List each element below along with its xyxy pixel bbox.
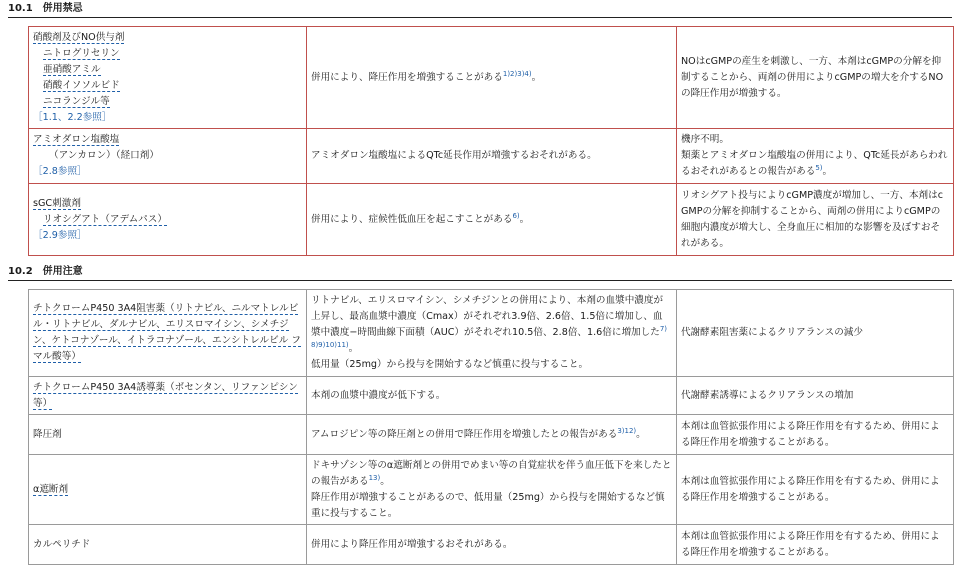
drug-name-link[interactable]: ニコランジル等 [43, 95, 110, 107]
drug-name-link[interactable]: チトクロームP450 3A4誘導薬（ボセンタン、リファンピシン等） [33, 381, 298, 409]
table-row [29, 415, 954, 455]
section-title-text: 10.1 併用禁忌 [8, 3, 83, 14]
section-title-contraindicated [8, 2, 952, 18]
drug-cell [29, 129, 307, 184]
mechanism-text: 代謝酵素誘導によるクリアランスの増加 [681, 389, 854, 401]
table-row [29, 184, 954, 256]
citation-link[interactable]: 1)2)3)4) [502, 69, 532, 78]
mechanism-cell [677, 27, 954, 129]
mechanism-cell [677, 129, 954, 184]
drug-brand-text: （アンカロン）（経口剤） [49, 150, 159, 161]
drug-name-text: 降圧剤 [33, 428, 62, 440]
drug-cell [29, 415, 307, 455]
symptom-note: 降圧作用が増強することがあるので、低用量（25mg）から投与を開始するなど慎重に投与すること。 [311, 491, 665, 519]
table-row [29, 27, 954, 129]
symptom-note: 低用量（25mg）から投与を開始するなど慎重に投与すること。 [311, 359, 589, 370]
symptom-text: アムロジピン等の降圧剤との併用で降圧作用を増強したとの報告がある [311, 428, 618, 440]
mechanism-cell [677, 525, 954, 565]
mechanism-text: 本剤は血管拡張作用による降圧作用を有するため、併用による降圧作用を増強することがある。 [681, 475, 940, 503]
symptom-cell [307, 415, 677, 455]
mechanism-text: 代謝酵素阻害薬によるクリアランスの減少 [681, 327, 863, 338]
symptom-cell [307, 455, 677, 525]
drug-cell [29, 377, 307, 415]
mechanism-text: 類薬とアミオダロン塩酸塩の併用により、QTc延長があらわれるおそれがあるとの報告がある [681, 150, 948, 177]
table-row [29, 525, 954, 565]
drug-cell [29, 184, 307, 256]
symptom-text: 本剤の血漿中濃度が低下する。 [311, 389, 446, 401]
symptom-end: 。 [636, 428, 646, 440]
reference-link[interactable]: ［2.9参照］ [33, 229, 87, 241]
symptom-text: 併用により、降圧作用を増強することがある [311, 71, 503, 83]
mechanism-cell [677, 290, 954, 377]
citation-link[interactable]: 6) [512, 211, 520, 220]
drug-name-link[interactable]: 亜硝酸アミル [43, 63, 101, 75]
mechanism-cell [677, 415, 954, 455]
drug-name-link[interactable]: 硝酸イソソルビド [43, 79, 120, 91]
symptom-text: ドキサゾシン等のα遮断剤との併用でめまい等の自覚症状を伴う血圧低下を来したとの報告がある [311, 459, 672, 487]
symptom-cell [307, 290, 677, 377]
table-row [29, 455, 954, 525]
table-row [29, 290, 954, 377]
drug-name-link[interactable]: sGC刺激剤 [33, 197, 81, 209]
symptom-text: 併用により降圧作用が増強するおそれがある。 [311, 538, 513, 550]
section-title-text: 10.2 併用注意 [8, 266, 83, 277]
mechanism-text: 本剤は血管拡張作用による降圧作用を有するため、併用による降圧作用を増強することがある。 [681, 530, 940, 558]
drug-cell [29, 455, 307, 525]
drug-name-text: カルペリチド [33, 538, 91, 550]
drug-cell [29, 525, 307, 565]
drug-name-link[interactable]: ニトログリセリン [43, 47, 120, 59]
drug-name-link[interactable]: アミオダロン塩酸塩 [33, 134, 120, 145]
drug-name-link[interactable]: 硝酸剤及びNO供与剤 [33, 31, 125, 43]
symptom-cell [307, 377, 677, 415]
drug-name-link[interactable]: チトクロームP450 3A4阻害薬（リトナビル、ニルマトレルビル・リトナビル、ダルナビル、エリスロマイシン、シメチジン、ケトコナゾール、イトラコナゾール、エンシトレルビル フマル酸等） [33, 303, 301, 362]
mechanism-cell [677, 184, 954, 256]
citation-link[interactable]: 3)12) [617, 426, 637, 435]
symptom-end: 。 [519, 213, 530, 225]
drug-name-link[interactable]: α遮断剤 [33, 483, 69, 495]
symptom-end: 。 [531, 71, 542, 83]
contraindication-table [28, 26, 954, 256]
mechanism-text: リオシグアト投与によりcGMP濃度が増加し、一方、本剤はcGMPの分解を抑制することから、両剤の併用によりcGMPの細胞内濃度が増大し、全身血圧に相加的な影響を及ぼすおそれがある。 [681, 189, 944, 249]
citation-link[interactable]: 7)8)9)10)11) [311, 324, 668, 349]
symptom-end: 。 [380, 475, 390, 487]
mechanism-cell [677, 377, 954, 415]
mechanism-text: NOはcGMPの産生を刺激し、一方、本剤はcGMPの分解を抑制することから、両剤の併用によりcGMPの増大を介するNOの降圧作用が増強する。 [681, 55, 944, 99]
table-row [29, 377, 954, 415]
mechanism-cell [677, 455, 954, 525]
drug-name-link[interactable]: リオシグアト（アデムパス） [43, 213, 167, 225]
citation-link[interactable]: 5) [815, 163, 823, 172]
reference-link[interactable]: ［1.1、2.2参照］ [33, 111, 112, 123]
symptom-end: 。 [348, 343, 359, 354]
table-row [29, 129, 954, 184]
symptom-text: リトナビル、エリスロマイシン、シメチジンとの併用により、本剤の血漿中濃度が上昇し、最高血漿中濃度（Cmax）がそれぞれ3.9倍、2.6倍、1.5倍に増加し、血漿中濃度−時間曲線下面積（AUC）がそれぞれ10.5倍、2.8倍、1.6倍に増加した [311, 295, 664, 338]
mechanism-first-line: 機序不明。 [681, 134, 729, 145]
symptom-cell [307, 27, 677, 129]
symptom-text: 併用により、症候性低血圧を起こすことがある [311, 213, 513, 225]
symptom-text: アミオダロン塩酸塩によるQTc延長作用が増強するおそれがある。 [311, 150, 597, 161]
drug-cell [29, 27, 307, 129]
reference-link[interactable]: ［2.8参照］ [33, 166, 87, 177]
drug-cell [29, 290, 307, 377]
symptom-cell [307, 184, 677, 256]
mechanism-end: 。 [822, 166, 833, 177]
citation-link[interactable]: 13) [368, 473, 381, 482]
symptom-cell [307, 129, 677, 184]
section-title-caution [8, 265, 952, 281]
mechanism-text: 本剤は血管拡張作用による降圧作用を有するため、併用による降圧作用を増強することがある。 [681, 420, 940, 448]
caution-table [28, 289, 954, 565]
symptom-cell [307, 525, 677, 565]
